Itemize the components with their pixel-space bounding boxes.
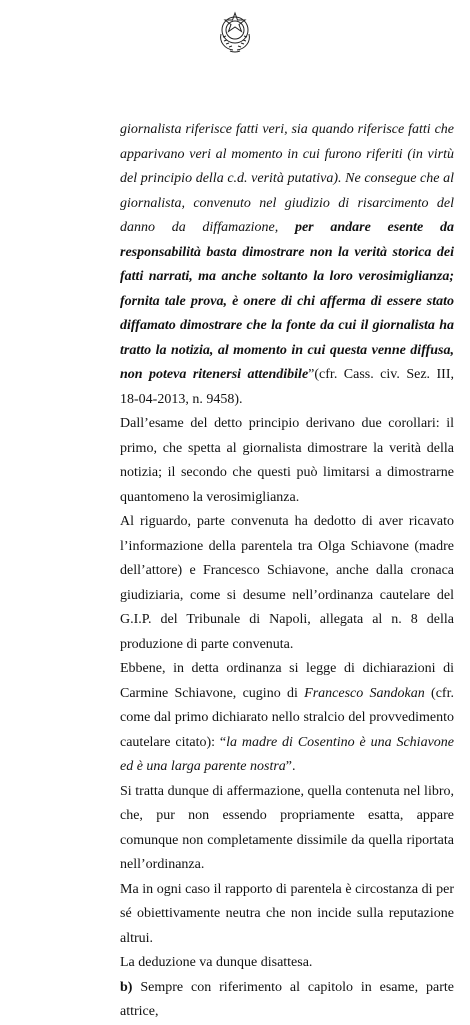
citation-emphasis: per andare esente da responsabilità basta dimostrare non la verità storica dei fatti narrati, ma anche soltanto la loro verosimiglianza; fornita tale prova, è onere di chi afferma di essere stato diffamato dimostrare che la fonte da cui il giornalista ha tratto la notizia, al momento in cui questa venne diffusa, non poteva ritenersi attendibile	[120, 220, 454, 382]
citation-text: giornalista riferisce fatti veri, sia quando riferisce fatti che apparivano veri al momento in cui furono riferiti (in virtù del principio della c.d. verità putativa). Ne consegue che al giornalista, convenuto nel giudizio di risarcimento del danno da diffamazione,	[120, 122, 454, 235]
nickname-italic: Francesco Sandokan	[304, 685, 425, 701]
paragraph-7: La deduzione va dunque disattesa.	[120, 955, 313, 970]
list-marker: b)	[120, 979, 133, 995]
paragraph-6: Ma in ogni caso il rapporto di parentela è circostanza di per sé obiettivamente neutra che non incide sulla reputazione altrui.	[120, 881, 454, 946]
paragraph-8-text: Sempre con riferimento al capitolo in esame, parte attrice,	[120, 979, 454, 1019]
paragraph-4-text: Ebbene, in detta ordinanza si legge di dichiarazioni di Carmine Schiavone, cugino di	[120, 661, 454, 701]
paragraph-8	[120, 976, 454, 1025]
paragraph-5: Si tratta dunque di affermazione, quella contenuta nel libro, che, pur non essendo propriamente esatta, appare comunque non completamente dissimile da quella riportata nell’ordinanza.	[120, 783, 454, 872]
paragraph-1	[120, 118, 454, 412]
paragraph-4-text-cont: (cfr. come dal primo dichiarato nello stralcio del provvedimento cautelare citato): “	[120, 685, 454, 750]
italian-republic-emblem-icon	[215, 10, 255, 54]
quote-close: ”.	[285, 759, 296, 774]
citation-reference: ”(cfr. Cass. civ. Sez. III, 18-04-2013, n. 9458).	[120, 367, 455, 407]
paragraph-2: Dall’esame del detto principio derivano due corollari: il primo, che spetta al giornalista dimostrare la verità della notizia; il secondo che questi può limitarsi a dimostrarne quantomeno la verosimiglianza.	[120, 416, 454, 505]
paragraph-3: Al riguardo, parte convenuta ha dedotto di aver ricavato l’informazione della parentela tra Olga Schiavone (madre dell’attore) e Francesco Schiavone, anche dalla cronaca giudiziaria, come si desume nell’ordinanza cautelare del G.I.P. del Tribunale di Napoli, allegata al n. 8 della produzione di parte convenuta.	[120, 514, 454, 652]
paragraph-4	[120, 657, 454, 780]
document-body	[120, 118, 454, 1025]
quote-italic: la madre di Cosentino è una Schiavone ed è una larga parente nostra	[120, 734, 454, 774]
